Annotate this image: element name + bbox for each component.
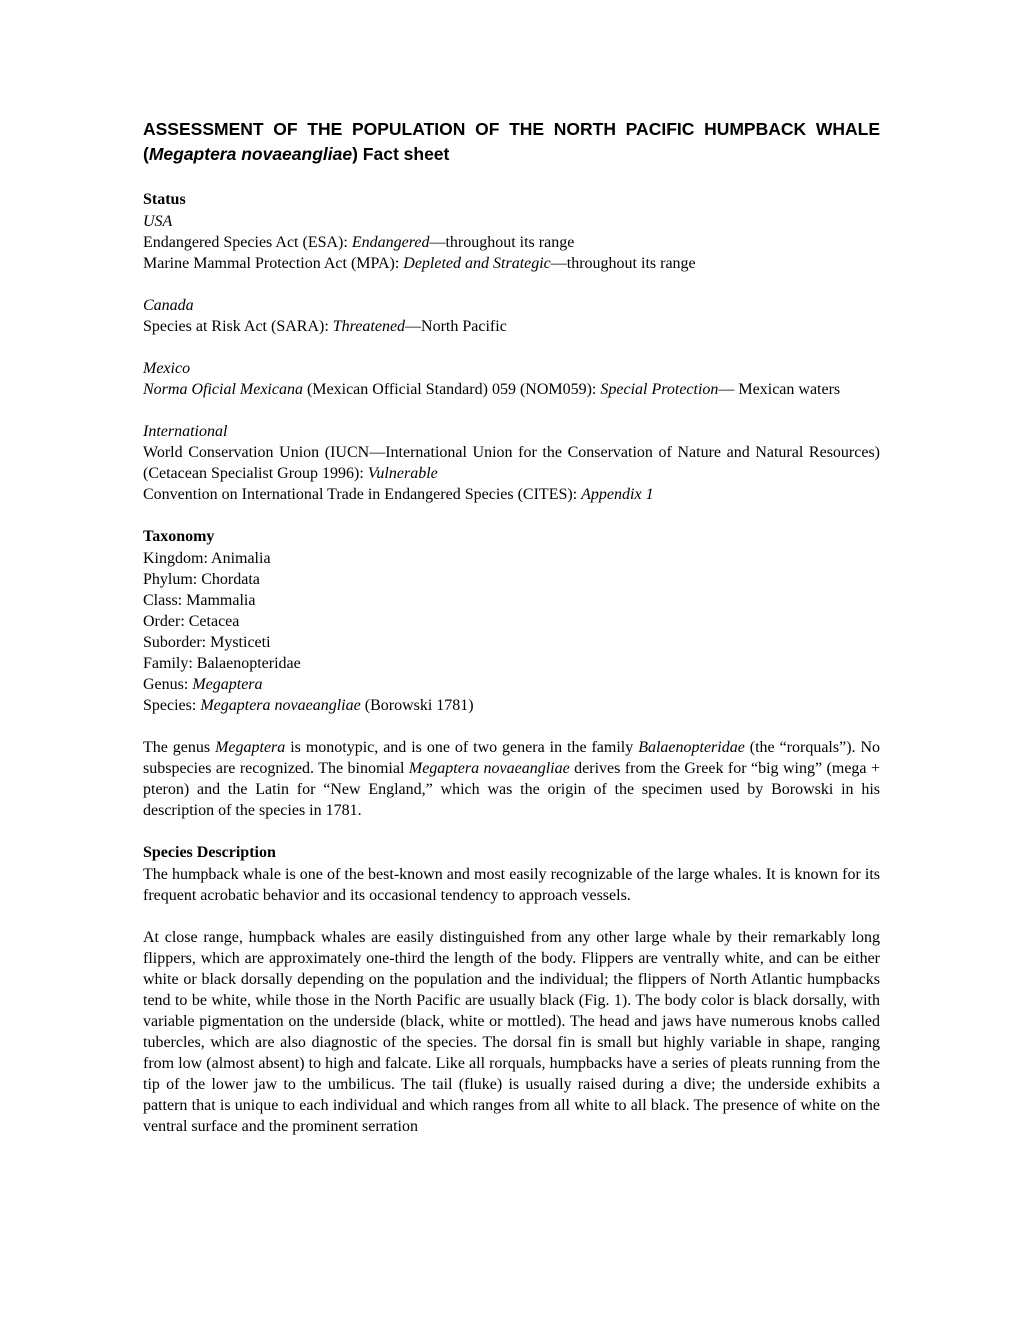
mpa-line: Marine Mammal Protection Act (MPA): Depleted and Strategic—throughout its range — [143, 255, 696, 272]
taxonomy-section — [143, 526, 880, 716]
esa-line: Endangered Species Act (ESA): Endangered—throughout its range — [143, 234, 575, 251]
status-canada — [143, 295, 880, 337]
taxonomy-genus: Genus: Megaptera — [143, 676, 263, 693]
status-heading: Status — [143, 191, 186, 208]
taxonomy-kingdom: Kingdom: Animalia — [143, 550, 271, 567]
description-heading: Species Description — [143, 844, 276, 861]
status-section — [143, 189, 880, 505]
iucn-line: World Conservation Union (IUCN—International Union for the Conservation of Nature and Natural Resources) (Cetacean Specialist Group 1996): Vulnerable — [143, 444, 880, 482]
genus-paragraph: The genus Megaptera is monotypic, and is one of two genera in the family Balaenopteridae (the “rorquals”). No subspecies are recognized. The binomial Megaptera novaeangliae derives from the Greek for “big wing” (mega + pteron) and the Latin for “New England,” which was the origin of the specimen used by Borowski in his description of the species in 1781. — [143, 739, 881, 819]
taxonomy-class: Class: Mammalia — [143, 592, 256, 609]
status-international — [143, 421, 880, 505]
description-paragraph-2: At close range, humpback whales are easily distinguished from any other large whale by their remarkably long flippers, which are approximately one-third the length of the body. Flippers are ventrally white, and can be either white or black dorsally depending on the population and the individual; the flippers of North Atlantic humpbacks tend to be white, while those in the North Pacific are usually black (Fig. 1). The body color is black dorsally, with variable pigmentation on the underside (black, white or mottled). The head and jaws have numerous knobs called tubercles, which are also diagnostic of the species. The dorsal fin is small but highly variable in shape, ranging from low (almost absent) to high and falcate. Like all rorquals, humpbacks have a series of pleats running from the tip of the lower jaw to the umbilicus. The tail (fluke) is usually raised during a dive; the underside exhibits a pattern that is unique to each individual and which ranges from all white to all black. The presence of white on the ventral surface and the prominent serration — [143, 929, 880, 1135]
status-mexico — [143, 358, 880, 400]
taxonomy-family: Family: Balaenopteridae — [143, 655, 301, 672]
canada-label: Canada — [143, 297, 194, 314]
cites-line: Convention on International Trade in Endangered Species (CITES): Appendix 1 — [143, 486, 654, 503]
usa-label: USA — [143, 213, 173, 230]
taxonomy-order: Order: Cetacea — [143, 613, 240, 630]
description-section — [143, 842, 880, 1137]
document-page — [143, 117, 880, 1137]
status-usa — [143, 211, 880, 274]
taxonomy-species: Species: Megaptera novaeangliae (Borowski 1781) — [143, 697, 474, 714]
nom-line: Norma Oficial Mexicana (Mexican Official Standard) 059 (NOM059): Special Protection— Mexican waters — [143, 381, 841, 398]
mexico-label: Mexico — [143, 360, 191, 377]
title-species: Megaptera novaeangliae — [148, 144, 353, 164]
taxonomy-heading: Taxonomy — [143, 528, 215, 545]
taxonomy-phylum: Phylum: Chordata — [143, 571, 260, 588]
description-paragraph-1: The humpback whale is one of the best-known and most easily recognizable of the large whales. It is known for its frequent acrobatic behavior and its occasional tendency to approach vessels. — [143, 866, 880, 904]
taxonomy-suborder: Suborder: Mysticeti — [143, 634, 271, 651]
page-title: ASSESSMENT OF THE POPULATION OF THE NORTH PACIFIC HUMPBACK WHALE (Megaptera novaeangliae) Fact sheet — [143, 119, 880, 164]
sara-line: Species at Risk Act (SARA): Threatened—North Pacific — [143, 318, 507, 335]
international-label: International — [143, 423, 228, 440]
